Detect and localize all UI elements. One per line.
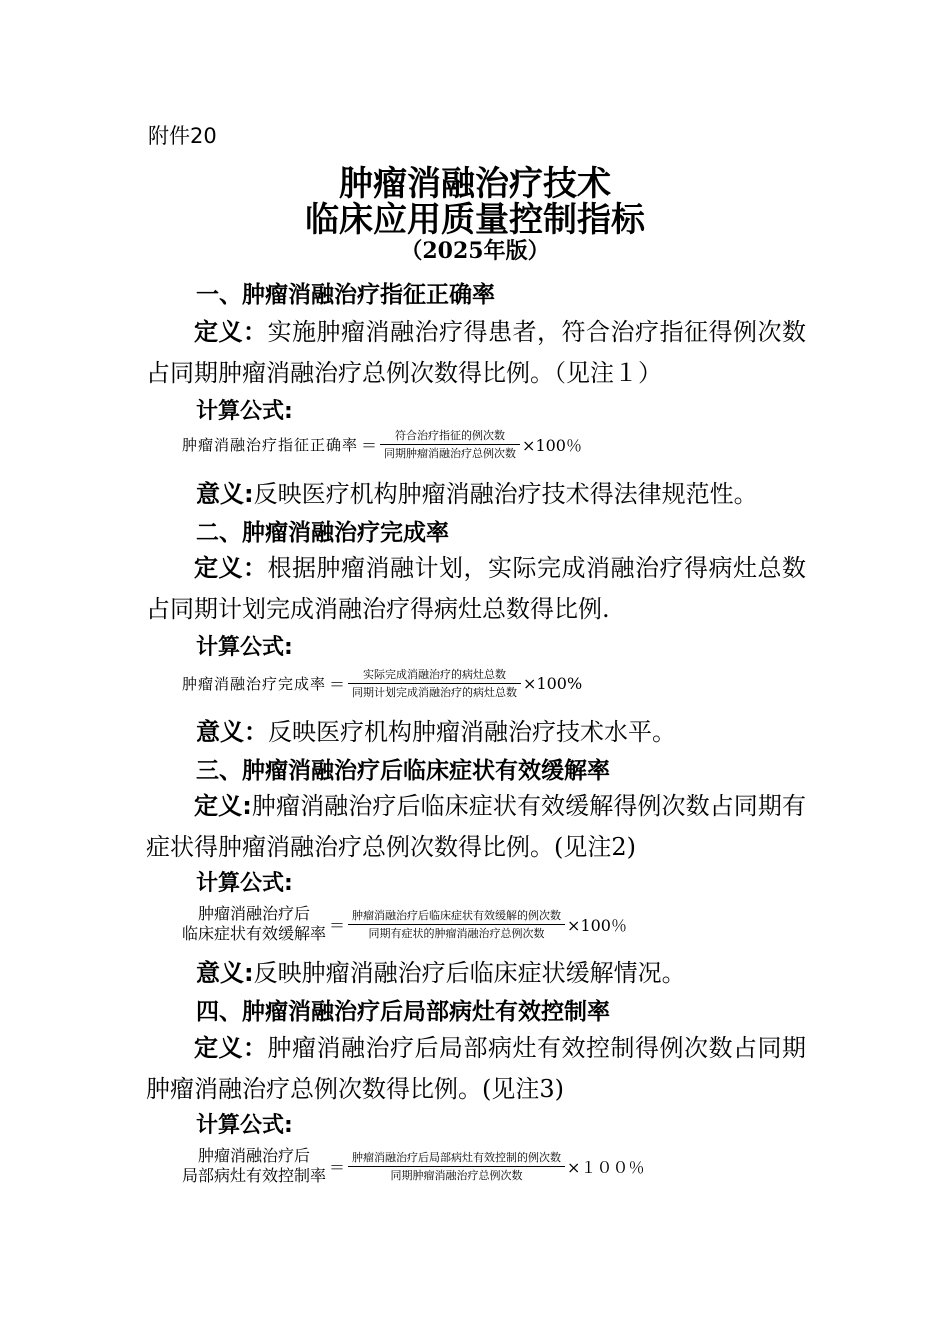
formula-fraction <box>348 667 521 700</box>
section-heading: 四、肿瘤消融治疗后局部病灶有效控制率 <box>196 999 610 1025</box>
definition-text: 实施肿瘤消融治疗得患者，符合治疗指征得例次数占同期肿瘤消融治疗总例次数得比例。（见注１） <box>146 318 806 387</box>
formula-denominator: 同期肿瘤消融治疗总例次数 <box>384 447 517 460</box>
formula <box>182 1146 644 1186</box>
formula-label: 计算公式: <box>196 635 293 660</box>
formula-denominator: 同期肿瘤消融治疗总例次数 <box>390 1168 523 1182</box>
formula-lhs <box>182 1146 326 1186</box>
formula-lhs-line2: 局部病灶有效控制率 <box>182 1166 327 1185</box>
formula-numerator: 符合治疗指征的例次数 <box>395 429 506 442</box>
section-meaning <box>196 712 676 747</box>
definition-label: 定义: <box>194 792 252 820</box>
formula-equals: ＝ <box>329 915 346 935</box>
formula-numerator: 肿瘤消融治疗后局部病灶有效控制的例次数 <box>352 1150 562 1164</box>
section-definition <box>146 786 806 868</box>
definition-text: 肿瘤消融治疗后局部病灶有效控制得例次数占同期肿瘤消融治疗总例次数得比例。(见注3) <box>146 1034 806 1103</box>
formula-lhs <box>182 904 326 944</box>
meaning-text: 反映医疗机构肿瘤消融治疗技术水平。 <box>268 718 676 746</box>
meaning-text: 反映肿瘤消融治疗后临床症状缓解情况。 <box>253 959 686 987</box>
formula-label: 计算公式: <box>196 399 293 424</box>
formula-equals: ＝ <box>329 675 346 694</box>
formula-fraction <box>348 1150 565 1183</box>
document-title-line2: 临床应用质量控制指标 <box>305 200 645 240</box>
formula-multiplier: ×100% <box>523 674 583 693</box>
formula-fraction <box>380 428 520 461</box>
meaning-text: 反映医疗机构肿瘤消融治疗技术得法律规范性。 <box>253 480 758 508</box>
formula-label: 计算公式: <box>196 871 293 896</box>
formula-multiplier: ×100％ <box>522 436 582 455</box>
attachment-label: 附件20 <box>148 124 217 148</box>
definition-label: 定义： <box>194 1034 268 1062</box>
formula <box>182 667 582 700</box>
section-definition <box>146 1028 806 1110</box>
formula-fraction <box>348 908 565 941</box>
formula-equals: ＝ <box>361 436 378 455</box>
section-heading: 二、肿瘤消融治疗完成率 <box>196 520 449 546</box>
document-title-line1: 肿瘤消融治疗技术 <box>339 164 611 204</box>
definition-text: 根据肿瘤消融计划，实际完成消融治疗得病灶总数占同期计划完成消融治疗得病灶总数得比例. <box>146 554 806 623</box>
section-heading: 三、肿瘤消融治疗后临床症状有效缓解率 <box>196 758 610 784</box>
formula-numerator: 肿瘤消融治疗后临床症状有效缓解的例次数 <box>352 908 562 922</box>
definition-text: 肿瘤消融治疗后临床症状有效缓解得例次数占同期有症状得肿瘤消融治疗总例次数得比例。(见注2) <box>146 792 806 861</box>
formula-lhs-line1: 肿瘤消融治疗后 <box>198 1146 311 1165</box>
formula-lhs-line1: 肿瘤消融治疗后 <box>198 904 311 923</box>
section-heading: 一、肿瘤消融治疗指征正确率 <box>196 282 495 308</box>
definition-label: 定义： <box>194 554 268 582</box>
section-meaning <box>196 474 758 509</box>
formula <box>182 428 582 461</box>
formula-label: 计算公式: <box>196 1113 293 1138</box>
formula <box>182 904 627 944</box>
definition-label: 定义： <box>194 318 268 346</box>
section-definition <box>146 548 806 630</box>
formula-equals: ＝ <box>329 1157 346 1177</box>
formula-multiplier: ×１００％ <box>567 1157 645 1177</box>
formula-lhs: 肿瘤消融治疗完成率 <box>182 675 327 693</box>
formula-denominator: 同期有症状的肿瘤消融治疗总例次数 <box>368 926 545 940</box>
formula-denominator: 同期计划完成消融治疗的病灶总数 <box>352 686 518 699</box>
section-meaning <box>196 953 686 988</box>
formula-multiplier: ×100％ <box>567 915 627 935</box>
meaning-label: 意义: <box>196 480 254 508</box>
document-version: （2025年版） <box>400 238 550 264</box>
meaning-label: 意义: <box>196 959 254 987</box>
meaning-label: 意义： <box>196 718 268 746</box>
formula-numerator: 实际完成消融治疗的病灶总数 <box>363 668 507 681</box>
formula-lhs: 肿瘤消融治疗指征正确率 <box>182 436 359 454</box>
formula-lhs-line2: 临床症状有效缓解率 <box>182 924 327 943</box>
section-definition <box>146 312 806 394</box>
